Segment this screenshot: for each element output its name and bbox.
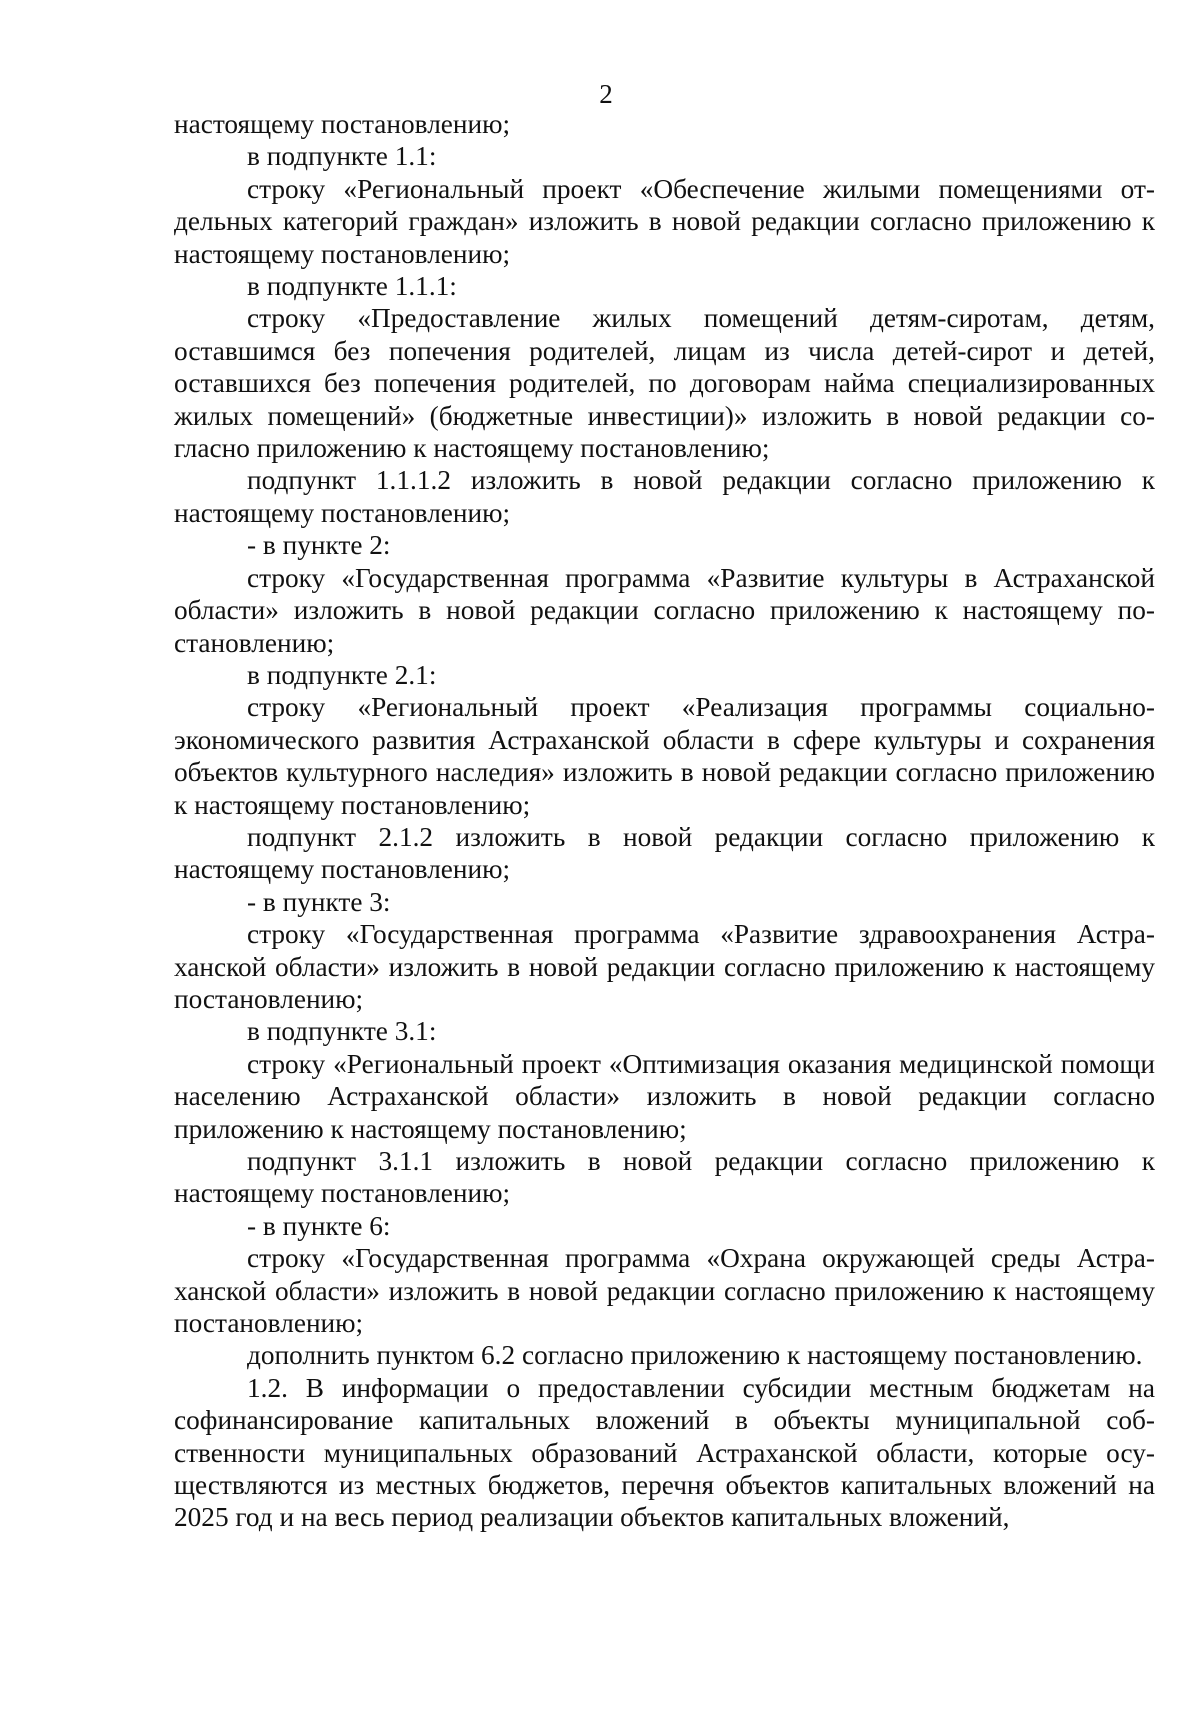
paragraph: дополнить пунктом 6.2 согласно приложению к настоящему постановлению. (247, 1340, 1143, 1371)
paragraph: - в пункте 2: (247, 530, 391, 561)
paragraph: в подпункте 3.1: (247, 1016, 437, 1047)
paragraph: строку «Региональный проект «Обеспечение жилыми помещениями отдельных категорий граждан» изложить в новой редакции согласно приложению к настоящему постановлению; (174, 173, 1155, 269)
paragraph: строку «Региональный проект «Оптимизация оказания медицинской помощи населению Астраханской области» изложить в новой редакции согласно приложению к настоящему постановлению; (174, 1048, 1155, 1144)
paragraph: строку «Государственная программа «Развитие здравоохранения Астраханской области» изложить в новой редакции согласно приложению к настоящему постановлению; (174, 919, 1155, 1014)
paragraph: подпункт 3.1.1 изложить в новой редакции согласно приложению к настоящему постановлению; (174, 1146, 1155, 1209)
paragraph: в подпункте 1.1: (247, 141, 437, 172)
paragraph: 1.2. В информации о предоставлении субсидии местным бюджетам на софинансирование капитальных вложений в объекты муниципальной собственности муниципальных образований Астраханской области, которые осуществляются из местных бюджетов, перечня объектов капитальных вложений на 2025 год и на весь период реализации объектов капитальных вложений, (174, 1372, 1155, 1533)
paragraph: подпункт 2.1.2 изложить в новой редакции согласно приложению к настоящему постановлению; (174, 821, 1155, 885)
paragraph: настоящему постановлению; (174, 109, 511, 139)
paragraph: строку «Государственная программа «Развитие культуры в Астраханской области» изложить в новой редакции согласно приложению к настоящему постановлению; (174, 562, 1155, 658)
paragraph: - в пункте 6: (247, 1210, 391, 1241)
paragraph: в подпункте 1.1.1: (247, 271, 457, 302)
paragraph: строку «Региональный проект «Реализация программы социально-экономического развития Астраханской области в сфере культуры и сохранения объектов культурного наследия» изложить в новой редакции согласно приложению к настоящему постановлению; (174, 692, 1155, 820)
page-number: 2 (599, 79, 613, 109)
paragraph: строку «Предоставление жилых помещений детям-сиротам, детям, оставшимся без попечения родителей, лицам из числа детей-сирот и детей, оставшихся без попечения родителей, по договорам найма специализированных жилых помещений» (бюджетные инвестиции)» изложить в новой редакции согласно приложению к настоящему постановлению; (174, 303, 1155, 464)
document-body (174, 108, 1155, 1534)
paragraph: подпункт 1.1.1.2 изложить в новой редакции согласно приложению к настоящему постановлению; (174, 465, 1155, 528)
paragraph: строку «Государственная программа «Охрана окружающей среды Астраханской области» изложить в новой редакции согласно приложению к настоящему постановлению; (174, 1243, 1155, 1339)
paragraph: - в пункте 3: (247, 886, 391, 917)
paragraph: в подпункте 2.1: (247, 659, 437, 690)
